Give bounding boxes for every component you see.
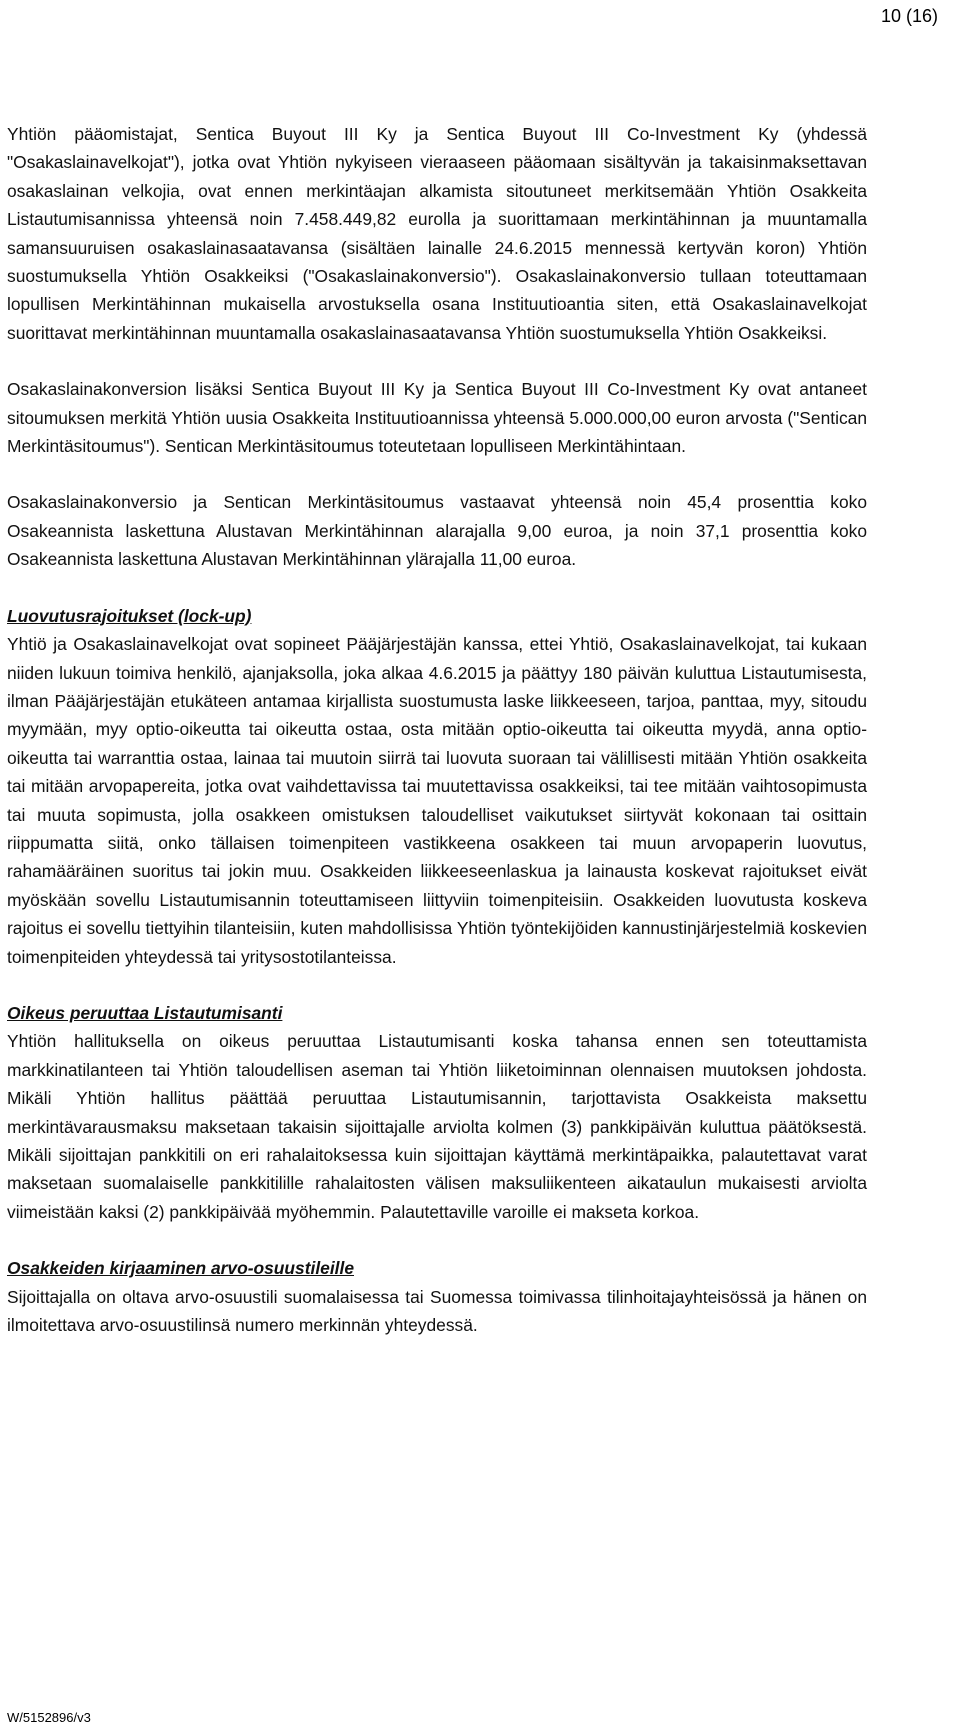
heading-book-entry: Osakkeiden kirjaaminen arvo-osuustileille: [7, 1258, 354, 1279]
section-cancellation: [7, 999, 867, 1226]
paragraph-lockup: Yhtiö ja Osakaslainavelkojat ovat sopineet Pääjärjestäjän kanssa, ettei Yhtiö, Osakaslainavelkojat, tai kukaan niiden lukuun toimiva henkilö, ajanjaksolla, joka alkaa 4.6.2015 ja päättyy 180 päivän kuluttua Listautumisesta, ilman Pääjärjestäjän etukäteen antamaa kirjallista suostumusta laske liikkeeseen, tarjoa, panttaa, myy, sitoudu myymään, myy optio-oikeutta tai oikeutta ostaa, osta mitään optio-oikeutta tai oikeutta myydä, anna optio-oikeutta tai warranttia ostaa, lainaa tai muutoin siirrä tai luovuta suoraan tai välillisesti mitään Yhtiön osakkeita tai mitään arvopapereita, jotka ovat vaihdettavissa tai muutettavissa osakkeiksi, tai tee mitään vaihtosopimusta tai muuta sopimusta, jolla osakkeen omistuksen taloudelliset vaikutukset siirtyvät kokonaan tai osittain riippumatta siitä, onko tällaisen toimenpiteen vastikkeena osakkeen tai muun arvopaperin luovutus, rahamääräinen suoritus tai jokin muu. Osakkeiden liikkeeseenlaskua ja lainausta koskevat rajoitukset eivät myöskään sovellu Listautumisannin toteuttamiseen liittyviin toimenpiteisiin. Osakkeiden luovutusta koskeva rajoitus ei sovellu tiettyihin tilanteisiin, kuten mahdollisissa Yhtiön työntekijöiden kannustinjärjestelmiä koskevien toimenpiteiden yhteydessä tai yritysostotilanteissa.: [7, 634, 867, 967]
section-lockup: [7, 602, 867, 971]
document-body: [7, 120, 867, 1339]
section-book-entry: [7, 1254, 867, 1339]
paragraph-book-entry: Sijoittajalla on oltava arvo-osuustili suomalaisessa tai Suomessa toimivassa tilinhoitajayhteisössä ja hänen on ilmoitettava arvo-osuustilinsä numero merkinnän yhteydessä.: [7, 1286, 867, 1336]
paragraph-sentica-commitment: Osakaslainakonversion lisäksi Sentica Buyout III Ky ja Sentica Buyout III Co-Investment Ky ovat antaneet sitoumuksen merkitä Yhtiön uusia Osakkeita Instituutioannissa yhteensä 5.000.000,00 euron arvosta ("Sentican Merkintäsitoumus"). Sentican Merkintäsitoumus toteutetaan lopulliseen Merkintähintaan.: [7, 379, 867, 457]
paragraph-cancellation: Yhtiön hallituksella on oikeus peruuttaa Listautumisanti koska tahansa ennen sen toteuttamista markkinatilanteen tai Yhtiön taloudellisen aseman tai Yhtiön liiketoiminnan olennaisen muutoksen johdosta. Mikäli Yhtiön hallitus päättää peruuttaa Listautumisannin, tarjottavista Osakkeista maksettu merkintävarausmaksu maksetaan takaisin sijoittajalle arviolta kolmen (3) pankkipäivän kuluttua päätöksestä. Mikäli sijoittajan pankkitili on eri rahalaitoksessa kuin sijoittajan käyttämä merkintäpaikka, palautettavat varat maksetaan suomalaiselle pankkitilille rahalaitosten välisen maksuliikenteen aikataulun mukaisesti arviolta viimeistään kaksi (2) pankkipäivää myöhemmin. Palautettaville varoille ei makseta korkoa.: [7, 1031, 867, 1222]
page-number: 10 (16): [880, 6, 938, 26]
paragraph-commitment-share: Osakaslainakonversio ja Sentican Merkintäsitoumus vastaavat yhteensä noin 45,4 prosenttia koko Osakeannista laskettuna Alustavan Merkintähinnan alarajalla 9,00 euroa, ja noin 37,1 prosenttia koko Osakeannista laskettuna Alustavan Merkintähinnan ylärajalla 11,00 euroa.: [7, 492, 867, 570]
heading-cancellation: Oikeus peruuttaa Listautumisanti: [7, 1002, 283, 1023]
paragraph-shareholder-loan-conversion: Yhtiön pääomistajat, Sentica Buyout III Ky ja Sentica Buyout III Co-Investment Ky (yhdessä "Osakaslainavelkojat"), jotka ovat Yhtiön nykyiseen vieraaseen pääomaan sisältyvän ja takaisinmaksettavan osakaslainan velkojia, ovat ennen merkintäajan alkamista sitoutuneet merkitsemään Yhtiön Osakkeita Listautumisannissa yhteensä noin 7.458.449,82 eurolla ja suorittamaan merkintähinnan ja muuntamalla samansuuruisen osakaslainasaatavansa (sisältäen lainalle 24.6.2015 mennessä kertyvän koron) Yhtiön suostumuksella Yhtiön Osakkeiksi ("Osakaslainakonversio"). Osakaslainakonversio tullaan toteuttamaan lopullisen Merkintähinnan mukaisella arvostuksella osana Instituutioantia siten, että Osakaslainavelkojat suorittavat merkintähinnan muuntamalla osakaslainasaatavansa Yhtiön suostumuksella Yhtiön Osakkeiksi.: [7, 124, 867, 343]
heading-lockup: Luovutusrajoitukset (lock-up): [7, 605, 252, 626]
document-reference: W/5152896/v3: [7, 1710, 91, 1725]
